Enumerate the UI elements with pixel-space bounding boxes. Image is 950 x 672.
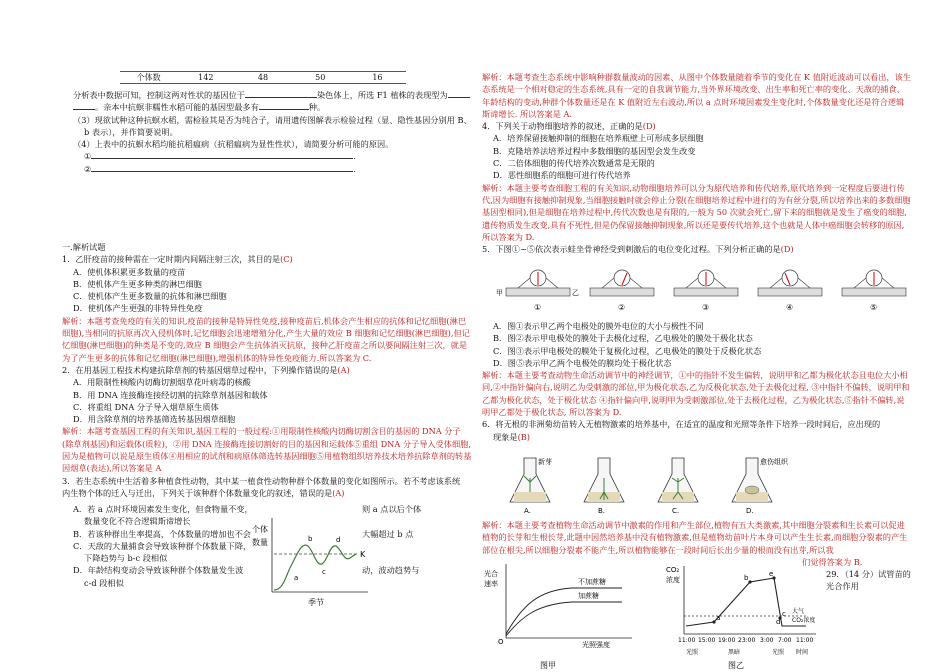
option: C．图③表示甲电极处的膜处于复极化过程，乙电极处的膜处于反极化状态	[493, 345, 762, 356]
figure-a	[482, 560, 642, 672]
series-label: 不加蔗糖	[578, 578, 606, 586]
option: D．年龄结构变动会导致该种群个体数量发生波	[73, 565, 244, 576]
text: 。亲本中抗螟非糯性水稻可能的基因型最多有	[95, 102, 259, 113]
flask-b	[584, 458, 624, 515]
answer-blank[interactable]	[91, 171, 353, 172]
question-text: 1．乙肝疫苗的接种需在一定时期内间隔注射三次，其目的是	[62, 254, 281, 265]
nerve-potential-figure	[494, 266, 914, 316]
option: D．图⑤表示甲乙两个电极处的膜均处于极化状态	[493, 357, 672, 368]
flask-d	[732, 457, 789, 515]
period-label: 光照	[686, 649, 699, 656]
option-label: A.	[524, 507, 531, 515]
period-label: 光照	[772, 649, 785, 656]
table-cell: 48	[257, 73, 269, 82]
axis-label: CO₂	[666, 566, 680, 574]
point-label: a	[294, 574, 299, 582]
tick-label: 11:00	[678, 637, 696, 644]
legend-text: 大气	[792, 608, 805, 615]
question-text: 现象是	[493, 431, 518, 442]
option-label: B.	[598, 507, 606, 515]
axis-label: 光合	[484, 570, 498, 578]
item-number: ①	[84, 151, 92, 162]
question-text: b 表示），并作简要说明。	[84, 126, 178, 137]
option: 下降趋势与 b-c 段相似	[84, 553, 168, 564]
q5-options	[482, 320, 912, 443]
option: D．恶性细胞系的细胞可进行传代培养	[493, 170, 631, 181]
axis-label: 时间	[796, 649, 809, 656]
table-cell: 142	[198, 73, 214, 82]
option: A．图①表示甲乙两个电极处的膜外电位的大小与极性不同	[493, 321, 704, 331]
question-text: 2．在用基因工程技术构建抗除草剂的转基因烟草过程中，下列操作错误的是	[62, 364, 338, 375]
option: B．使机体产生更多种类的淋巴细胞	[73, 278, 202, 289]
option: c-d 段相似	[84, 577, 124, 588]
figure-number: ⑤	[870, 303, 878, 312]
label-yi: 乙	[572, 289, 579, 297]
option: 数量变化不符合逻辑斯谛增长	[84, 516, 191, 527]
option: 则 a 点以后个体	[362, 504, 422, 514]
series-label: 加蔗糖	[578, 592, 599, 600]
option: C．将重组 DNA 分子导入烟草原生质体	[73, 401, 219, 412]
option: C．天敌的大量捕食会导致该种群个体数量下降，	[73, 540, 252, 551]
option: D．使机体产生更强的非特异性免疫	[73, 303, 203, 314]
option: A．用限制性核酸内切酶切割烟草花叶病毒的核酸	[73, 377, 251, 388]
explanation: 解析：本题主要考查植物生命活动调节中激素的作用和产生部位,植物有五大类激素,其中细胞分裂素和生长素可以促进植物的长芽和生根长芽,此题中因然培养基中没有植物激素,但是植物幼苗叶片本身可以产生生长素,而细胞分裂素的产生部位在根尖,所以细胞分裂素不能产生,所以植物能够在一段时间后长出少量的根而没有出芽,所以我	[482, 520, 908, 555]
answer: (D)	[642, 121, 656, 132]
galvanometer-1	[496, 270, 579, 312]
chart-ylabel: 个体	[252, 525, 268, 534]
answer-blank[interactable]	[73, 109, 95, 110]
figure-number: ④	[786, 303, 794, 312]
point-label: d	[776, 618, 781, 626]
flask-figure	[508, 452, 808, 516]
q29-text	[826, 568, 916, 593]
series-line-no-sucrose	[506, 588, 622, 634]
answer: (D)	[780, 244, 794, 255]
answer: (A)	[337, 364, 350, 375]
question-text: 6．将无根的非洲菊幼苗转入无植物激素的培养基中，在适宜的温度和光照等条件下培养一段时间后，应出现的	[482, 419, 881, 430]
point-label: d	[336, 536, 341, 544]
answer: (B)	[517, 431, 530, 442]
flask-c	[658, 458, 698, 515]
tick-label: 3:00	[760, 637, 774, 644]
option: 动，波动趋势与	[362, 565, 420, 576]
left-column: 分析表中数据可知，控制这两对性状的基因位于 染色体上，所选 F1 植株的表现型为 。亲本中抗螟非糯性水稻可能的基因型最多有 种。 （3）现欲试种这种抗螟水稻，需检验其是否为纯合子，请用遗传图解表示检验过程（显、隐性基因分别用 B、 b 表示），并作简要说明。 （4）上表中的抗螟水稻均能抗稻瘟病（抗稻瘟病为显性性状），请简要分析可能的原因。 ① . ② .	[62, 89, 472, 175]
point-label: e	[769, 570, 774, 578]
k-label: K	[360, 550, 366, 559]
legend-text: CO₂浓度	[792, 617, 816, 624]
question-text: 5．下图①~⑤依次表示蛙坐骨神经受到刺激后的电位变化过程。下列分析正确的是	[482, 244, 781, 255]
answer: (A)	[332, 487, 345, 498]
option: B．图②表示甲电极处的膜处于去极化过程，乙电极处的膜处于极化状态	[493, 333, 753, 344]
option: A．使机体积累更多数量的疫苗	[73, 266, 186, 277]
question-text: （4）上表中的抗螟水稻均能抗稻瘟病（抗稻瘟病为显性性状），请简要分析可能的原因。	[73, 139, 394, 150]
explanation: 解析：本题考查生态系统中影响种群数量波动的因素、从图中个体数量随着季节的变化在 K 值附近波动可以看出，该生态系统是一个相对稳定的生态系统,具有一定的自我调节能力,当外界环境改变、出生率和死亡率的变化、天敌的捕食、年龄结构的变动,种群个体数量还是在 K 值附近左右波动,所以 a 点时环境因素发生变化时,个体数量变化还是符合逻辑斯谛增长. 所以答案是 A.	[482, 72, 911, 119]
question-text: （3）现欲试种这种抗螟水稻，需检验其是否为纯合子，请用遗传图解表示检验过程（显、隐性基因分别用 B、	[73, 114, 472, 125]
galvanometer-2	[590, 270, 654, 312]
table-cell: 16	[372, 73, 383, 82]
explanation: 解析：本题主要考查细胞工程的有关知识,动物细胞培养可以分为原代培养和传代培养,原代培养到一定程度后要进行传代,因为细胞有接触抑制现象,当细胞接触时就会停止分裂(在细胞培养过程中进行的为有丝分裂,所以培养出来的多数细胞基因型相同),但是细胞在培养过程中,传代次数也是有限的,一般为 50 次就会死亡,留下来的细胞就是发生了癌变的细胞,遗传物质发生改变,具有不死性,但是仍保留接触抑制现象,所以还是要传代培养,这个也就是人体中癌细胞会转移的原因,所以答案为 D.	[482, 182, 911, 242]
option: C．二倍体细胞的传代培养次数通常是无限的	[493, 158, 655, 169]
galvanometer-4	[758, 270, 822, 312]
table-cell: 个体数	[136, 73, 161, 82]
explanation: 解析：本题考查免疫的有关的知识,疫苗的接种是特异性免疫,接种疫苗后,机体会产生相应的抗体和记忆细胞(淋巴细胞),当相同的抗原再次入侵机体时,记忆细胞会迅速增殖分化,产生大量的效应 B 细胞和记忆细胞(淋巴细胞),但记忆细胞(淋巴细胞)的种类是不变的,效应 B 细胞会产生抗体消灭抗原，接种乙肝疫苗之所以要间隔注射三次，就是为了产生更多的抗体和记忆细胞(淋巴细胞),增强机体的特异性免疫能力.所以答案为 C.	[62, 315, 470, 363]
point-label: b	[744, 574, 749, 582]
option-label: C.	[672, 507, 680, 515]
tick-label: 15:00	[698, 637, 716, 644]
option: D．用含除草剂的培养基筛选转基因烟草细胞	[73, 414, 236, 425]
population-curve	[274, 545, 356, 590]
series-line-sucrose	[506, 602, 622, 636]
callus-label: 愈伤组织	[760, 458, 788, 466]
text: 染色体上，所选 F1 植株的表现型为	[316, 90, 448, 100]
chart-xlabel: 季节	[308, 598, 324, 607]
answer-blank[interactable]	[91, 158, 353, 159]
explanation: 解析：本题考查基因工程的有关知识,基因工程的一般过程:①用限制性核酸内切酶切割含目的基因的 DNA 分子(除草剂基因)和运载体(质粒)，②用 DNA 连接酶连接切割好的目的基因和运载体⑤重组 DNA 分子导入受体细胞,因为是植物可以说是原生质体④用相应的试剂和病原体筛选转基因细胞⑤用植物组织培养技术培养抗除草剂的转基因烟草(表达),所以答案是 A	[62, 426, 472, 474]
question-text: 内生物个体的迁入与迁出，下列关于该种群个体数量变化的叙述，错误的是	[62, 487, 333, 498]
text: 分析表中数据可知，控制这两对性状的基因位于	[73, 90, 245, 100]
label-jia: 甲	[496, 289, 503, 297]
tick-label: 7:00	[778, 637, 792, 644]
answer-blank[interactable]	[259, 109, 309, 110]
answer-blank[interactable]	[245, 97, 317, 98]
co2-curve	[686, 578, 806, 626]
period-label: 黑暗	[728, 649, 741, 656]
option: A．若 a 点时环境因素发生变化，但食物量不变，	[73, 504, 253, 514]
galvanometer-5	[842, 270, 906, 312]
option: 大幅超过 b 点	[362, 528, 414, 539]
option: B．克隆培养法培养过程中多数细胞的基因型会发生改变	[493, 145, 696, 156]
question-text: 29．（14 分）试管苗的光合作用	[826, 569, 911, 592]
figure-caption: 图乙	[728, 661, 744, 670]
data-table	[120, 71, 406, 84]
question-text: 3．若生态系统中生活着多种植食性动物，其中某一植食性动物种群个体数量的变化如图所示。若不考虑该系统	[62, 475, 461, 486]
right-column	[482, 71, 912, 255]
new-bud-label: 新芽	[538, 458, 552, 466]
chart-ylabel: 数量	[252, 538, 268, 547]
explanation: 们觉得答案为 B.	[802, 556, 863, 567]
axis-label: 光照强度	[582, 641, 610, 649]
tick-label: 19:00	[718, 637, 736, 644]
left-answers	[62, 241, 472, 499]
option-label: D.	[746, 507, 754, 515]
figure-b	[656, 562, 826, 672]
axis-label: 速率	[484, 580, 498, 588]
option: A．培养保留接触抑制的细胞在培养瓶壁上可形成多层细胞	[493, 133, 704, 144]
answer: (C)	[280, 254, 293, 265]
tick-label: 23:00	[738, 637, 756, 644]
figure-caption: 图甲	[540, 661, 556, 670]
figure-number: ②	[618, 303, 626, 312]
figure-number: ③	[702, 303, 710, 312]
option: C．使机体产生更多数量的抗体和淋巴细胞	[73, 291, 227, 302]
flask-a	[510, 457, 552, 515]
question-text: 4．下列关于动物细胞培养的叙述，正确的是	[482, 121, 643, 132]
table-cell: 50	[315, 73, 326, 82]
origin-label: O	[498, 638, 504, 646]
option: B．若该种群出生率提高，个体数量的增加也不会	[73, 528, 251, 539]
figure-number: ①	[534, 303, 542, 312]
section-title: 一.解析试题	[62, 242, 106, 252]
item-number: ②	[84, 163, 92, 174]
population-chart	[250, 512, 380, 608]
tick-label: 11:00	[796, 637, 814, 644]
answer-blank[interactable]	[448, 97, 470, 98]
axis-label: 浓度	[666, 576, 680, 584]
point-label: c	[782, 610, 786, 618]
option: B．用 DNA 连接酶连接经切割的抗除草剂基因和载体	[73, 389, 268, 400]
text: 种。	[308, 102, 326, 113]
point-label: b	[308, 535, 313, 543]
point-label: a	[716, 614, 721, 622]
point-label: c	[322, 568, 326, 576]
explanation: 解析：本题主要考查动物生命活动调节中的神经调节，①中的指针不发生偏转，说明甲和乙都为极化状态且电位大小相同,②中指针偏向右,说明乙为受刺激的部位,甲为极化状态,乙为反极化状态,处于去极化过程, ③中指针不偏转，说明甲和乙都为极化状态，处于极化状态 ④指针偏向甲,说明甲为受刺激部位,处于去极化过程，乙为极化状态,⑤指针不偏转,说明甲乙都处于极化状态, 所以答案为 D.	[482, 370, 910, 418]
galvanometer-3	[674, 270, 738, 312]
